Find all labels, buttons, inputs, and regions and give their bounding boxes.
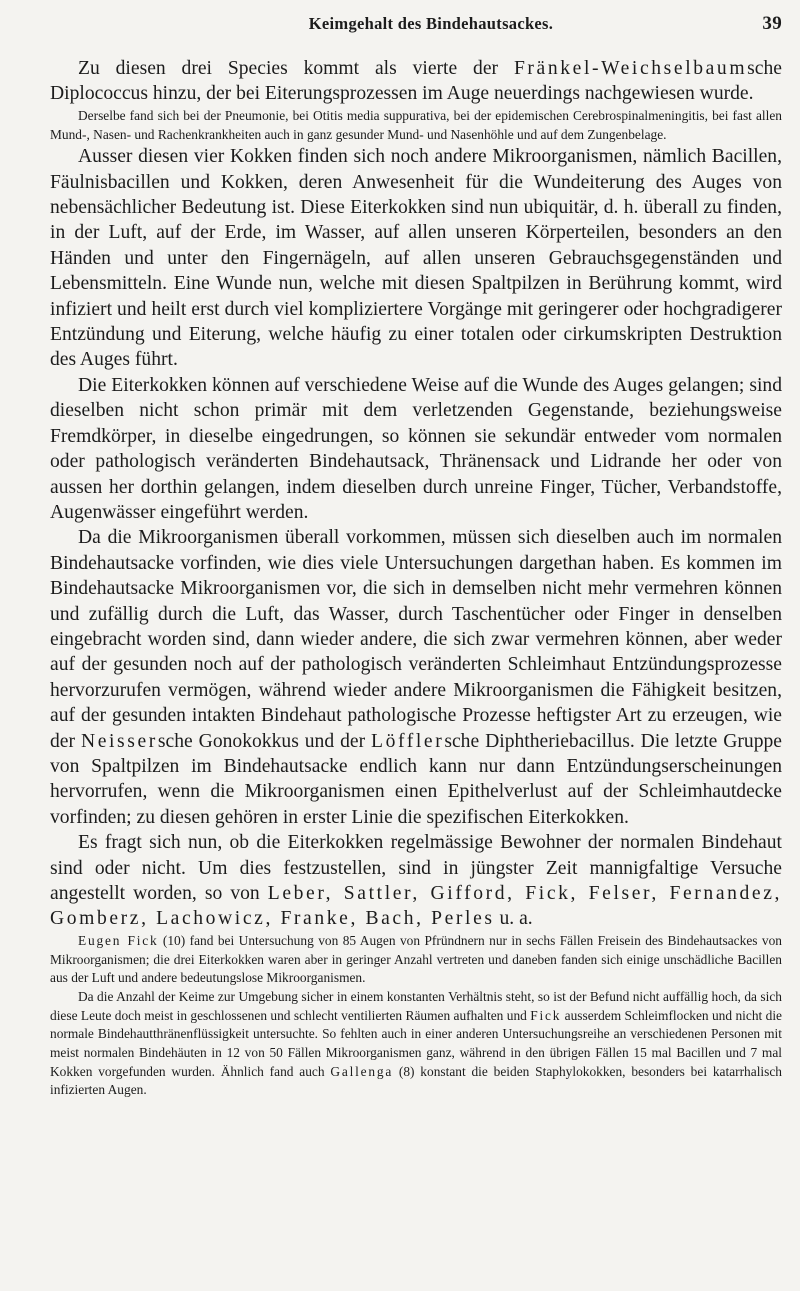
author-name: Eugen Fick <box>78 932 159 948</box>
book-page <box>50 14 782 1100</box>
paragraph-5: Da die Mikroorganismen überall vorkommen, müssen sich dieselben auch im normalen Bindehautsacke vorfinden, wie dies viele Untersuchungen dargethan haben. Es kommen im Bindehautsacke Mikroorganismen vor, die sich in demselben nicht mehr vermehren können und zufällig durch die Luft, das Wasser, durch Taschentücher oder Finger in denselben eingebracht worden sind, dann wieder andere, die sich zwar vermehren können, aber weder auf der gesunden noch auf der pathologisch veränderten Schleimhaut Entzündungsprozesse hervorzurufen vermögen, während wieder andere Mikroorganismen die Fähigkeit besitzen, auf der gesunden intakten Bindehaut pathologische Prozesse heftigster Art zu erzeugen, wie der Neissersche Gonokokkus und der Löfflersche Diphtheriebacillus. Die letzte Gruppe von Spaltpilzen im Bindehautsacke endlich kann nur dann Entzündungserscheinungen hervorrufen, wenn die Mikroorganismen einen Epithelverlust auf der Schleimhautdecke vorfinden; zu diesen gehören in erster Linie die spezifischen Eiterkokken. <box>50 527 783 828</box>
paragraph-3: Ausser diesen vier Kokken finden sich noch andere Mikroorganismen, nämlich Bacillen, Fäulnisbacillen und Kokken, deren Anwesenheit für die Wundeiterung des Auges von nebensächlicher Bedeutung ist. Diese Eiterkokken sind nun ubiquitär, d. h. überall zu finden, in der Luft, auf der Erde, im Wasser, auf allen unseren Körperteilen, besonders an den Händen und unter den Fingernägeln, auf allen unseren Gebrauchsgegenständen und Lebensmitteln. Eine Wunde nun, welche mit diesen Spaltpilzen in Berührung kommt, wird infiziert und heilt erst durch viel kompliziertere Vorgänge mit geringerer oder hochgradigerer Entzündung und Eiterung, welche häufig zu einer totalen oder cirkumskripten Destruktion des Auges führt. <box>50 146 782 371</box>
author-name: Neisser <box>80 730 158 752</box>
paragraph-2-small: Derselbe fand sich bei der Pneumonie, bei Otitis media suppurativa, bei der epidemischen Cerebrospinalmeningitis, bei fast allen Mund-, Nasen- und Rachenkrankheiten auch in ganz gesunder Mund- und Nasenhöhle und auf dem Zungenbelage. <box>50 107 782 142</box>
paragraph-8-small: Da die Anzahl der Keime zur Umgebung sicher in einem konstanten Verhältnis steht, so ist der Befund nicht auffällig hoch, da sich diese Leute doch meist in geschlossenen und schlecht ventilierten Räumen aufhalten und Fick ausserdem Schleimflocken und nicht die normale Bindehautthränenflüssigkeit untersuchte. So fehlten auch in einer anderen Untersuchungsreihe an verschiedenen Personen mit meist normalen Bindehäuten in 12 von 50 Fällen Mikroorganismen ganz, während in den übrigen Fällen 15 mal Bacillen und 7 mal Kokken vorgefunden wurden. Ähnlich fand auch Gallenga (8) konstant die beiden Staphylokokken, besonders bei katarrhalisch infizierten Augen. <box>50 988 782 1098</box>
running-header <box>50 14 782 42</box>
paragraph-1: Zu diesen drei Species kommt als vierte der Fränkel-Weichselbaumsche Diplococcus hinzu, der bei Eiterungsprozessen im Auge neuerdings nachgewiesen wurde. <box>50 58 782 105</box>
running-title: Keimgehalt des Bindehautsackes. <box>308 14 554 33</box>
author-names: Leber, Sattler, Gifford, Fick, Felser, Fernandez, Gomberz, Lachowicz, Franke, Bach, Perles <box>50 883 783 930</box>
author-name: Gallenga <box>330 1063 394 1079</box>
paragraph-6: Es fragt sich nun, ob die Eiterkokken regelmässige Bewohner der normalen Bindehaut sind oder nicht. Um dies festzustellen, sind in jüngster Zeit mannigfaltige Versuche angestellt worden, so von Leber, Sattler, Gifford, Fick, Felser, Fernandez, Gomberz, Lachowicz, Franke, Bach, Perles u. a. <box>50 832 783 930</box>
paragraph-7-small: Eugen Fick (10) fand bei Untersuchung von 85 Augen von Pfründnern nur in sechs Fällen Freisein des Bindehautsackes von Mikroorganismen; die drei Eiterkokken waren aber in geringer Anzahl vertreten und daneben fanden sich einige unschädliche Bacillen aus der Luft und andere bedeutungslose Mikroorganismen. <box>50 932 782 986</box>
author-name: Fick <box>530 1007 562 1023</box>
page-number: 39 <box>762 13 782 34</box>
paragraph-4: Die Eiterkokken können auf verschiedene Weise auf die Wunde des Auges gelangen; sind dieselben nicht schon primär mit dem verletzenden Gegenstande, beziehungsweise Fremdkörper, in dieselbe eingedrungen, so können sie sekundär entweder vom normalen oder pathologisch veränderten Bindehautsack, Thränensack und Lidrande her oder von aussen her dorthin gelangen, indem dieselben durch unreine Finger, Tücher, Verbandstoffe, Augenwässer eingeführt werden. <box>50 374 782 523</box>
author-names: Fränkel-Weichselbaum <box>513 58 748 79</box>
author-name: Löffler <box>371 730 445 752</box>
